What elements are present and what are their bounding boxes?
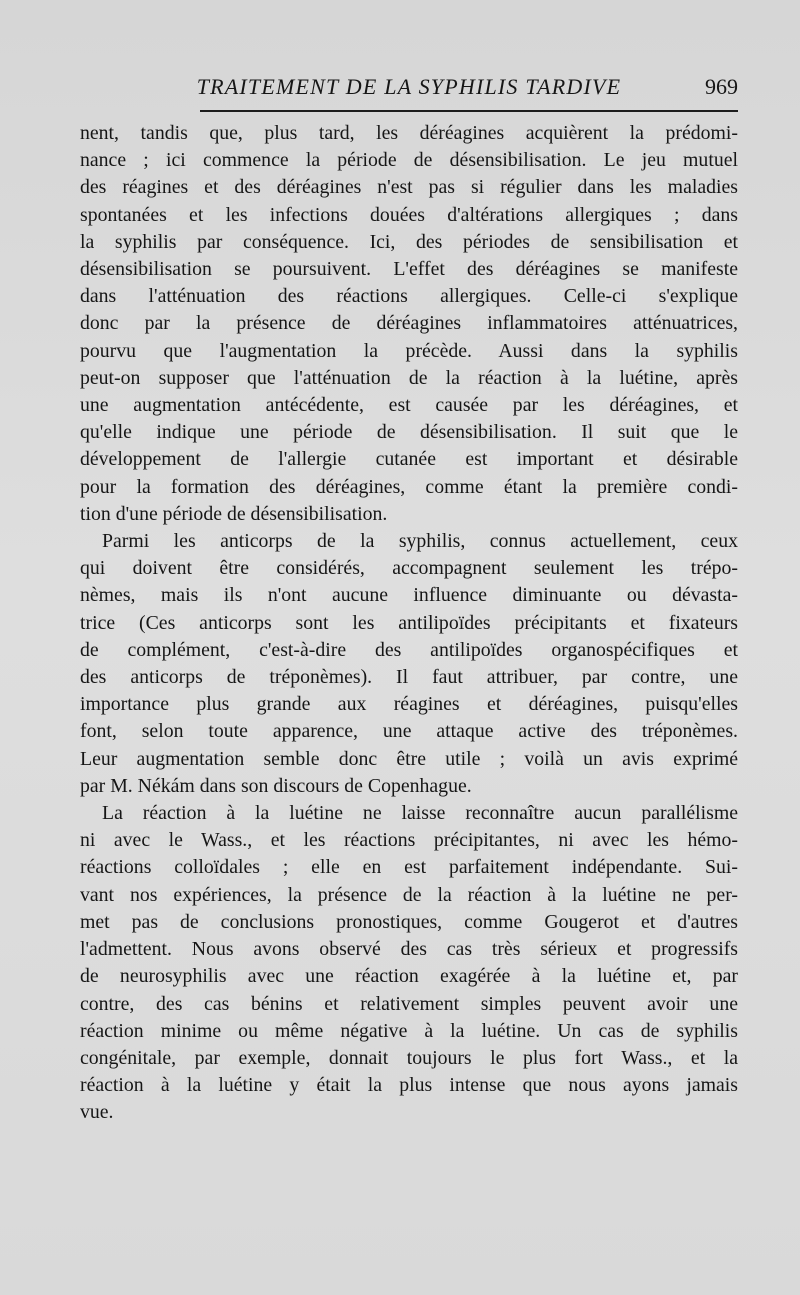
text-line: congénitale, par exemple, donnait toujours le plus fort Wass., et la <box>80 1046 738 1069</box>
text-line: de complément, c'est-à-dire des antilipoïdes organospécifiques et <box>80 638 738 661</box>
text-line: La réaction à la luétine ne laisse reconnaître aucun parallélisme <box>102 802 738 825</box>
running-title: TRAITEMENT DE LA SYPHILIS TARDIVE <box>196 74 622 99</box>
header-rule <box>200 110 738 112</box>
text-line: réaction minime ou même négative à la luétine. Un cas de syphilis <box>80 1019 738 1042</box>
text-line: pourvu que l'augmentation la précède. Aussi dans la syphilis <box>80 339 738 362</box>
page-number: 969 <box>705 74 738 99</box>
text-line: nent, tandis que, plus tard, les déréagines acquièrent la prédomi- <box>80 122 738 144</box>
paragraph-3 <box>80 800 738 1126</box>
text-line: Parmi les anticorps de la syphilis, connus actuellement, ceux <box>102 530 738 553</box>
text-line: tion d'une période de désensibilisation. <box>80 502 388 525</box>
paragraph-1 <box>80 120 738 528</box>
text-line: peut-on supposer que l'atténuation de la réaction à la luétine, après <box>80 366 738 389</box>
text-line: importance plus grande aux réagines et déréagines, puisqu'elles <box>80 693 738 716</box>
text-line: la syphilis par conséquence. Ici, des périodes de sensibilisation et <box>80 230 738 253</box>
text-line: développement de l'allergie cutanée est important et désirable <box>80 448 738 471</box>
text-line: qu'elle indique une période de désensibilisation. Il suit que le <box>80 421 738 444</box>
text-line: met pas de conclusions pronostiques, comme Gougerot et d'autres <box>80 910 738 933</box>
text-line: contre, des cas bénins et relativement simples peuvent avoir une <box>80 992 738 1015</box>
text-line: réactions colloïdales ; elle en est parfaitement indépendante. Sui- <box>80 856 738 879</box>
text-line: trice (Ces anticorps sont les antilipoïdes précipitants et fixateurs <box>80 611 738 634</box>
text-line: Leur augmentation semble donc être utile ; voilà un avis exprimé <box>80 747 738 770</box>
text-line: vue. <box>80 1101 114 1124</box>
text-line: des anticorps de tréponèmes). Il faut attribuer, par contre, une <box>80 666 738 689</box>
text-line: des réagines et des déréagines n'est pas si régulier dans les maladies <box>80 176 738 199</box>
text-line: l'admettent. Nous avons observé des cas très sérieux et progressifs <box>80 938 738 961</box>
text-line: réaction à la luétine y était la plus intense que nous ayons jamais <box>80 1074 738 1097</box>
text-line: vant nos expériences, la présence de la réaction à la luétine ne per- <box>80 883 738 906</box>
body-text <box>80 120 738 1127</box>
text-line: nèmes, mais ils n'ont aucune influence diminuante ou dévasta- <box>80 584 738 607</box>
running-head <box>80 70 738 110</box>
text-line: une augmentation antécédente, est causée par les déréagines, et <box>80 394 738 417</box>
text-line: font, selon toute apparence, une attaque active des tréponèmes. <box>80 720 738 743</box>
text-line: spontanées et les infections douées d'altérations allergiques ; dans <box>80 203 738 226</box>
text-line: donc par la présence de déréagines inflammatoires atténuatrices, <box>80 312 738 335</box>
text-line: de neurosyphilis avec une réaction exagérée à la luétine et, par <box>80 965 738 988</box>
text-line: désensibilisation se poursuivent. L'effet des déréagines se manifeste <box>80 258 738 281</box>
text-line: pour la formation des déréagines, comme étant la première condi- <box>80 475 738 498</box>
text-line: ni avec le Wass., et les réactions précipitantes, ni avec les hémo- <box>80 829 738 852</box>
text-line: qui doivent être considérés, accompagnent seulement les trépo- <box>80 557 738 580</box>
text-line: dans l'atténuation des réactions allergiques. Celle-ci s'explique <box>80 285 738 308</box>
paragraph-2 <box>80 528 738 800</box>
text-line: par M. Nékám dans son discours de Copenhague. <box>80 774 472 797</box>
text-line: nance ; ici commence la période de désensibilisation. Le jeu mutuel <box>80 149 738 172</box>
